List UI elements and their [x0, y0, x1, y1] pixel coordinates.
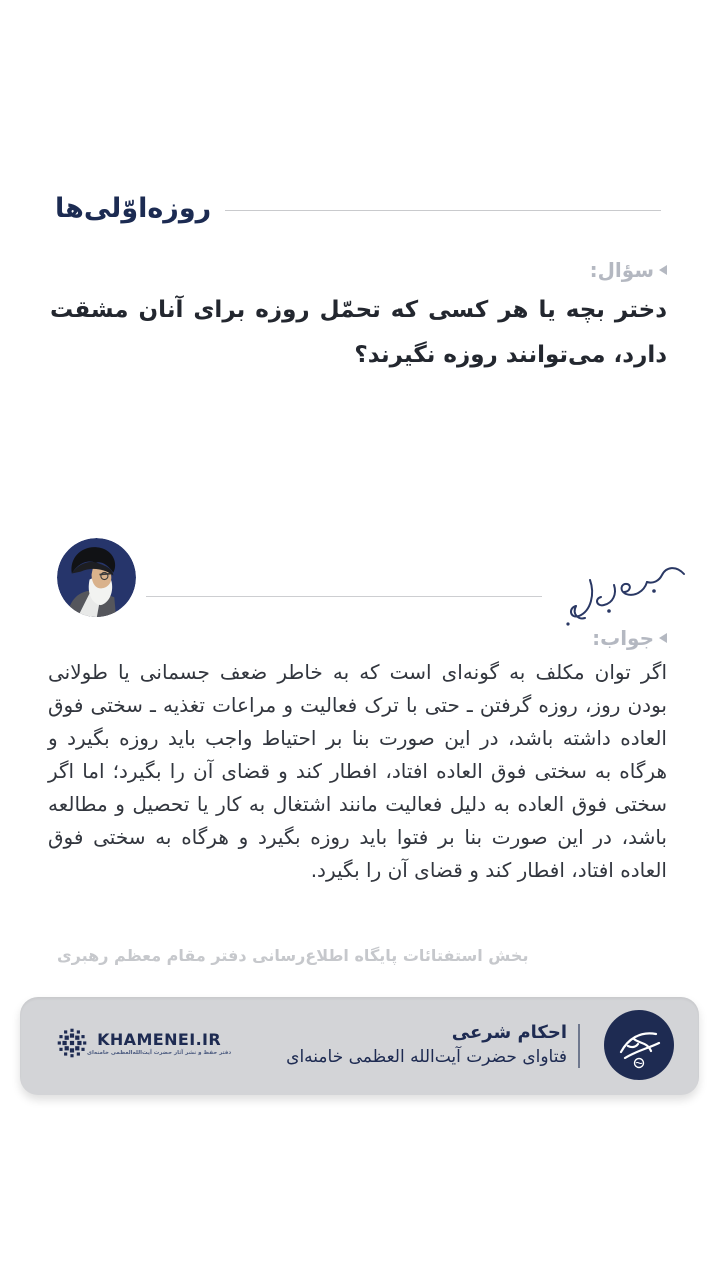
footer-bar	[20, 997, 699, 1095]
brand-name: KHAMENEI.IR	[97, 1030, 222, 1049]
portrait-illustration-icon	[57, 538, 136, 617]
question-label	[590, 258, 667, 282]
answer-label	[592, 626, 667, 650]
question-label-text: سؤال:	[589, 258, 654, 282]
source-credit: بخش استفتائات پایگاه اطلاع‌رسانی دفتر مقام معظم رهبری	[57, 946, 529, 965]
page-title: روزه‌اوّلی‌ها	[55, 193, 212, 224]
brand-tagline: دفتر حفظ و نشر آثار حضرت آیت‌الله‌العظمی خامنه‌ای	[87, 1050, 232, 1056]
answer-divider-line	[146, 596, 542, 597]
footer-subheading: فتاوای حضرت آیت‌الله العظمی خامنه‌ای	[286, 1047, 567, 1067]
left-triangle-icon	[659, 633, 667, 643]
fiqh-emblem-logo	[604, 1010, 674, 1080]
fiqh-ahkam-seal-icon	[604, 1010, 674, 1080]
left-triangle-icon	[659, 265, 667, 275]
footer-heading: احکام شرعی	[451, 1022, 567, 1043]
gear-rosette-icon	[54, 1025, 90, 1061]
header	[55, 193, 661, 224]
answer-text: اگر توان مکلف به گونه‌ای است که به خاطر ضعف جسمانی یا طولانی بودن روز، روزه گرفتن ـ حتی با ترک فعالیت و مراعات تغذیه ـ سختی فوق العاده داشته باشد، در این صورت بنا بر احتیاط واجب باید روزه بگیرد و هرگاه به سختی فوق العاده افتاد، افطار کند و قضای آن را بگیرد؛ اما اگر سختی فوق العاده به دلیل فعالیت مانند اشتغال به کار یا تحصیل و مطالعه باشد، در این صورت بنا بر فتوا باید روزه بگیرد و هرگاه به سختی فوق العاده افتاد، افطار کند و قضای آن را بگیرد.	[48, 660, 667, 882]
footer-separator	[578, 1024, 580, 1068]
avatar	[57, 538, 136, 617]
title-divider-line	[225, 210, 661, 211]
answer-label-text: جواب:	[592, 626, 654, 650]
khamenei-ir-logo	[54, 1024, 231, 1061]
question-text: دختر بچه یا هر کسی که تحمّل روزه برای آنان مشقت دارد، می‌توانند روزه نگیرند؟	[50, 297, 667, 368]
footer-text	[286, 1020, 567, 1070]
